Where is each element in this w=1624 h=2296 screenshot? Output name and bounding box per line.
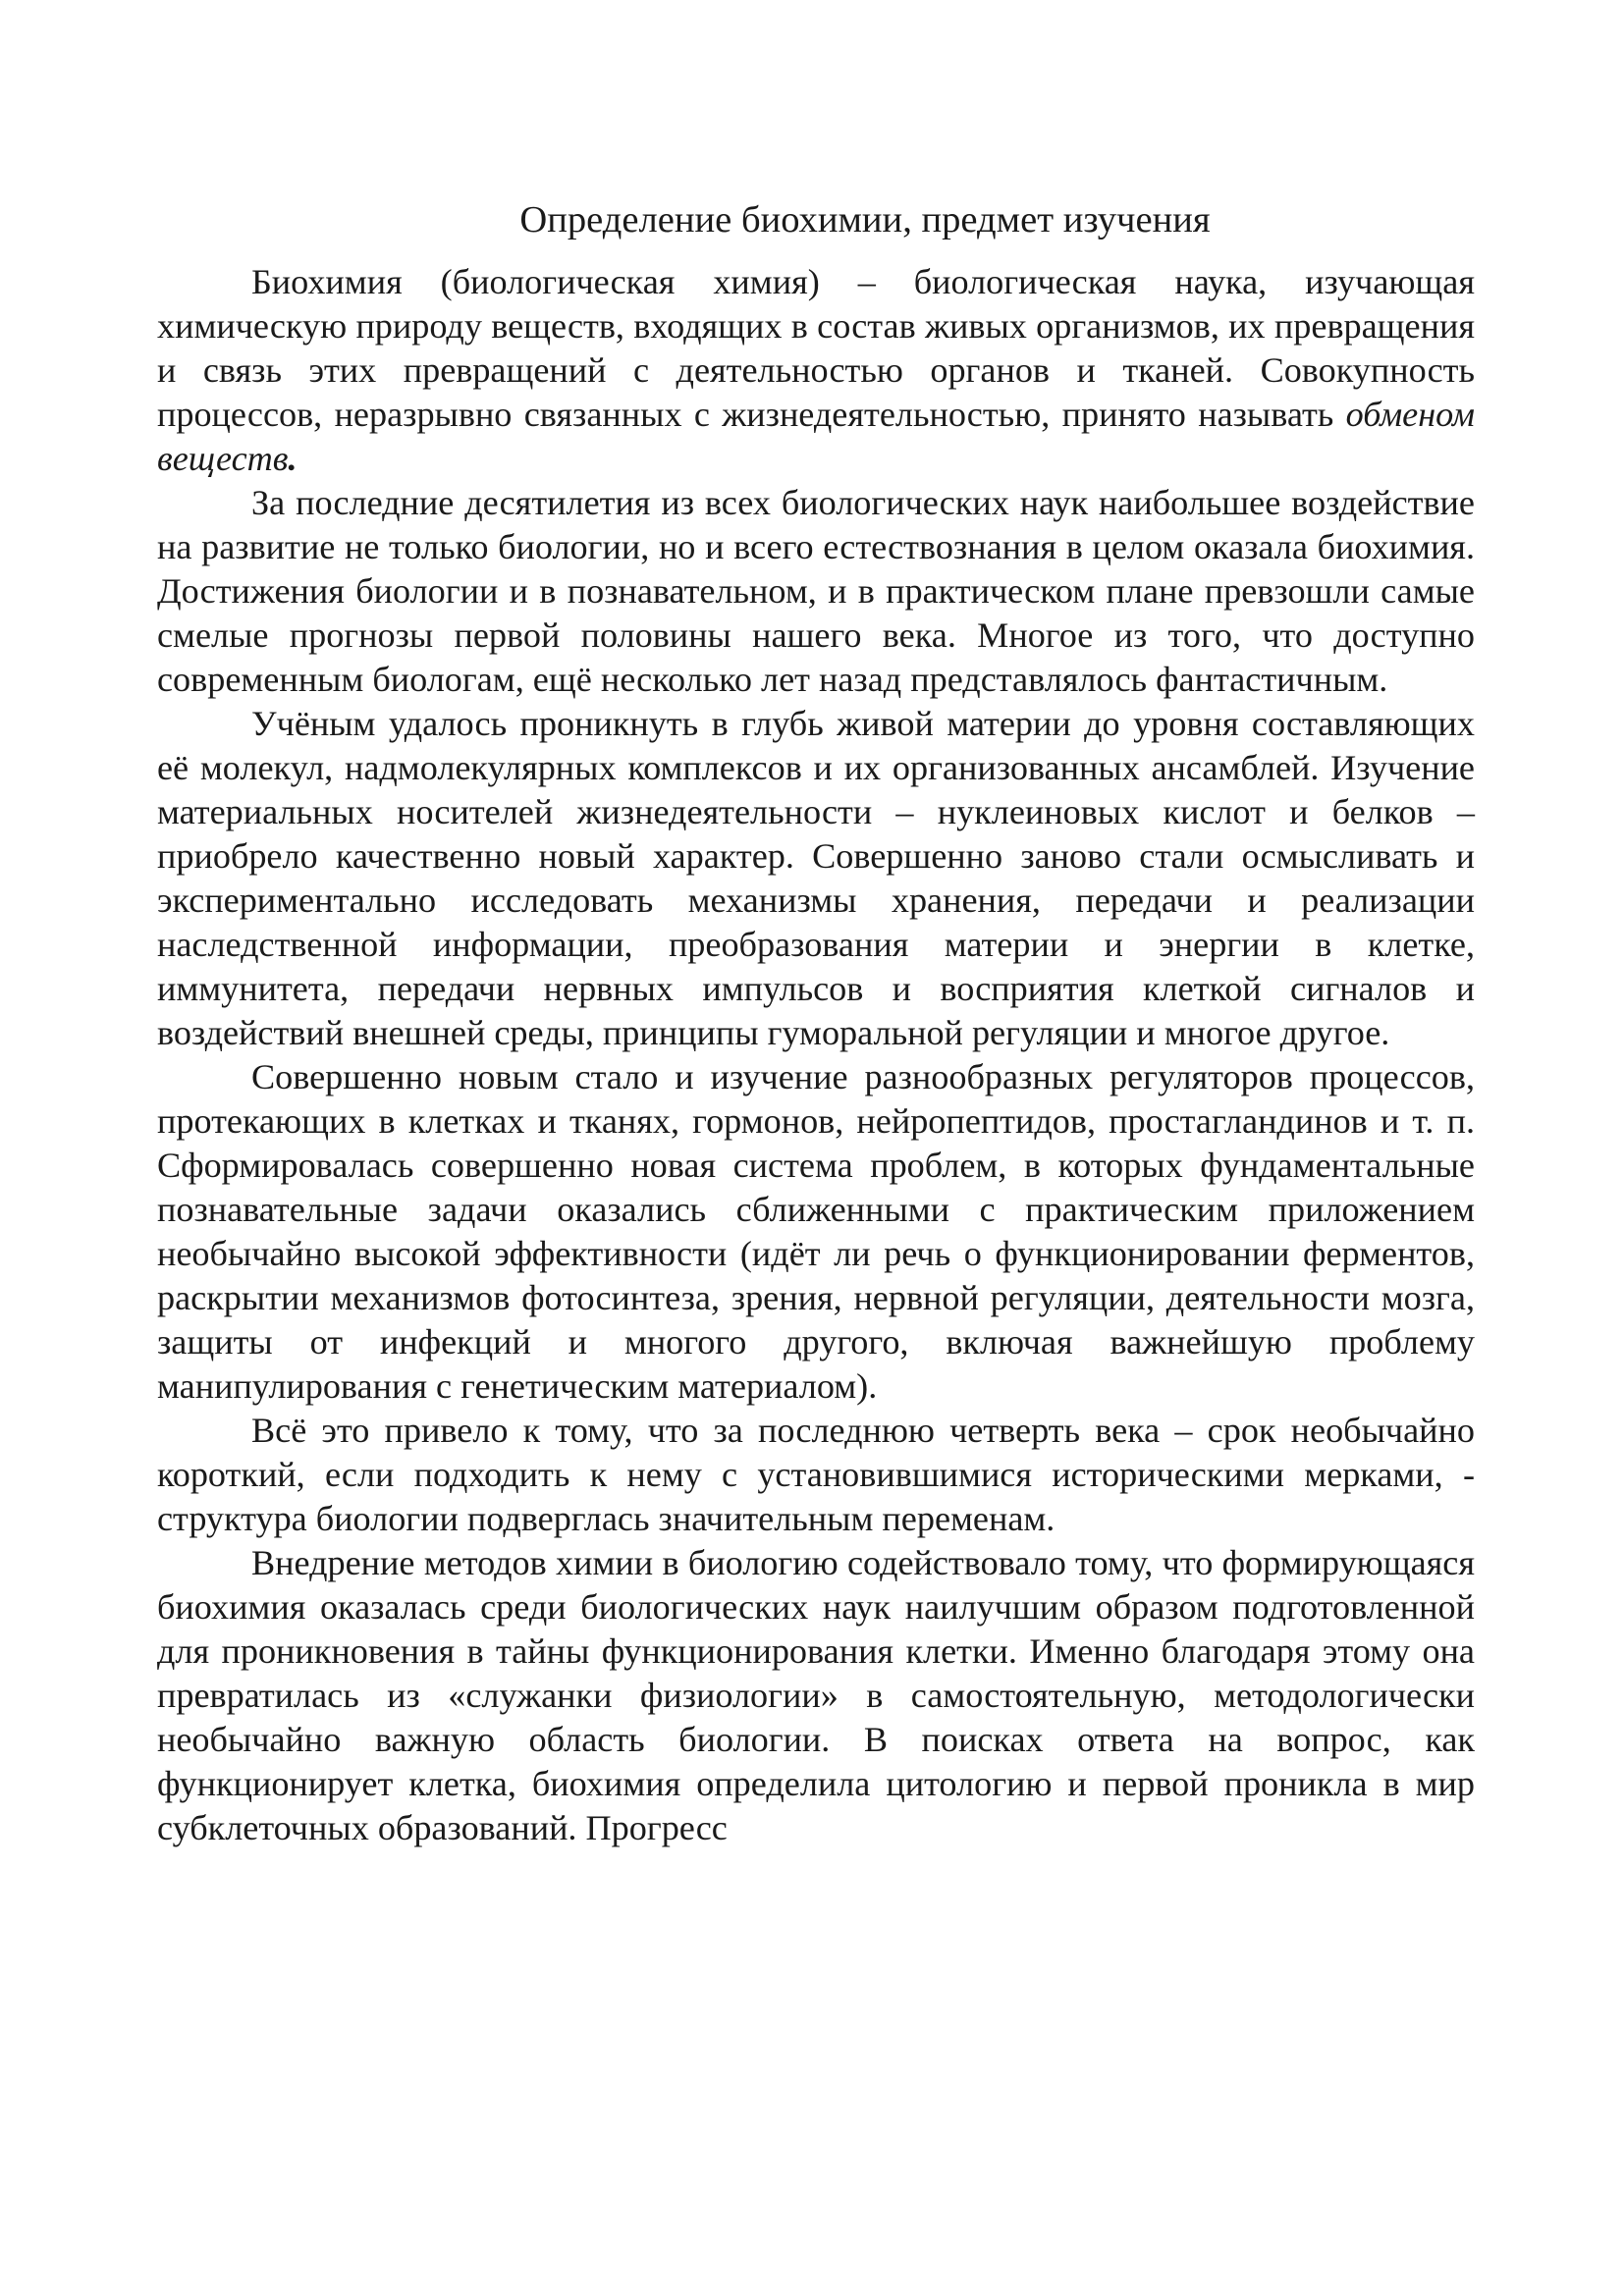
paragraph-definition-end: . [288,439,298,478]
paragraph-chemistry-methods: Внедрение методов химии в биологию содействовало тому, что формирующаяся биохимия оказалась среди биологических наук наилучшим образом подготовленной для проникновения в тайны функционирования клетки. Именно благодаря этому она превратилась из «служанки физиологии» в самостоятельную, методологически необычайно важную область биологии. В поисках ответа на вопрос, как функционирует клетка, биохимия определила цитологию и первой проникла в мир субклеточных образований. Прогресс [157,1543,1475,1847]
paragraph-molecular-level: Учёным удалось проникнуть в глубь живой материи до уровня составляющих её молекул, надмолекулярных комплексов и их организованных ансамблей. Изучение материальных носителей жизнедеятельности – нуклеиновых кислот и белков – приобрело качественно новый характер. Совершенно заново стали осмысливать и экспериментально исследовать механизмы хранения, передачи и реализации наследственной информации, преобразования материи и энергии в клетке, иммунитета, передачи нервных импульсов и восприятия клеткой сигналов и воздействий внешней среды, принципы гуморальной регуляции и многое другое. [157,704,1475,1052]
document-title: Определение биохимии, предмет изучения [519,199,1211,240]
paragraph-definition [157,260,1475,481]
term-metabolism: обменом веществ [157,395,1475,478]
document-body [157,192,1475,1850]
paragraph-regulators: Совершенно новым стало и изучение разнообразных регуляторов процессов, протекающих в клетках и тканях, гормонов, нейропептидов, простагландинов и т. п. Сформировалась совершенно новая система проблем, в которых фундаментальные познавательные задачи оказались сближенными с практическим приложением необычайно высокой эффективности (идёт ли речь о функционировании ферментов, раскрытии механизмов фотосинтеза, зрения, нервной регуляции, деятельности мозга, защиты от инфекций и многого другого, включая важнейшую проблему манипулирования с генетическим материалом). [157,1057,1475,1406]
paragraph-definition-text: Биохимия (биологическая химия) – биологическая наука, изучающая химическую природу веществ, входящих в состав живых организмов, их превращения и связь этих превращений с деятельностью органов и тканей. Совокупность процессов, неразрывно связанных с жизнедеятельностью, принято называть [157,262,1475,434]
paragraph-structure-change: Всё это привело к тому, что за последнюю четверть века – срок необычайно короткий, если подходить к нему с установившимися историческими мерками, - структура биологии подверглась значительным переменам. [157,1411,1475,1538]
paragraph-impact: За последние десятилетия из всех биологических наук наибольшее воздействие на развитие не только биологии, но и всего естествознания в целом оказала биохимия. Достижения биологии и в познавательном, и в практическом плане превзошли самые смелые прогнозы первой половины нашего века. Многое из того, что доступно современным биологам, ещё несколько лет назад представлялось фантастичным. [157,483,1475,699]
